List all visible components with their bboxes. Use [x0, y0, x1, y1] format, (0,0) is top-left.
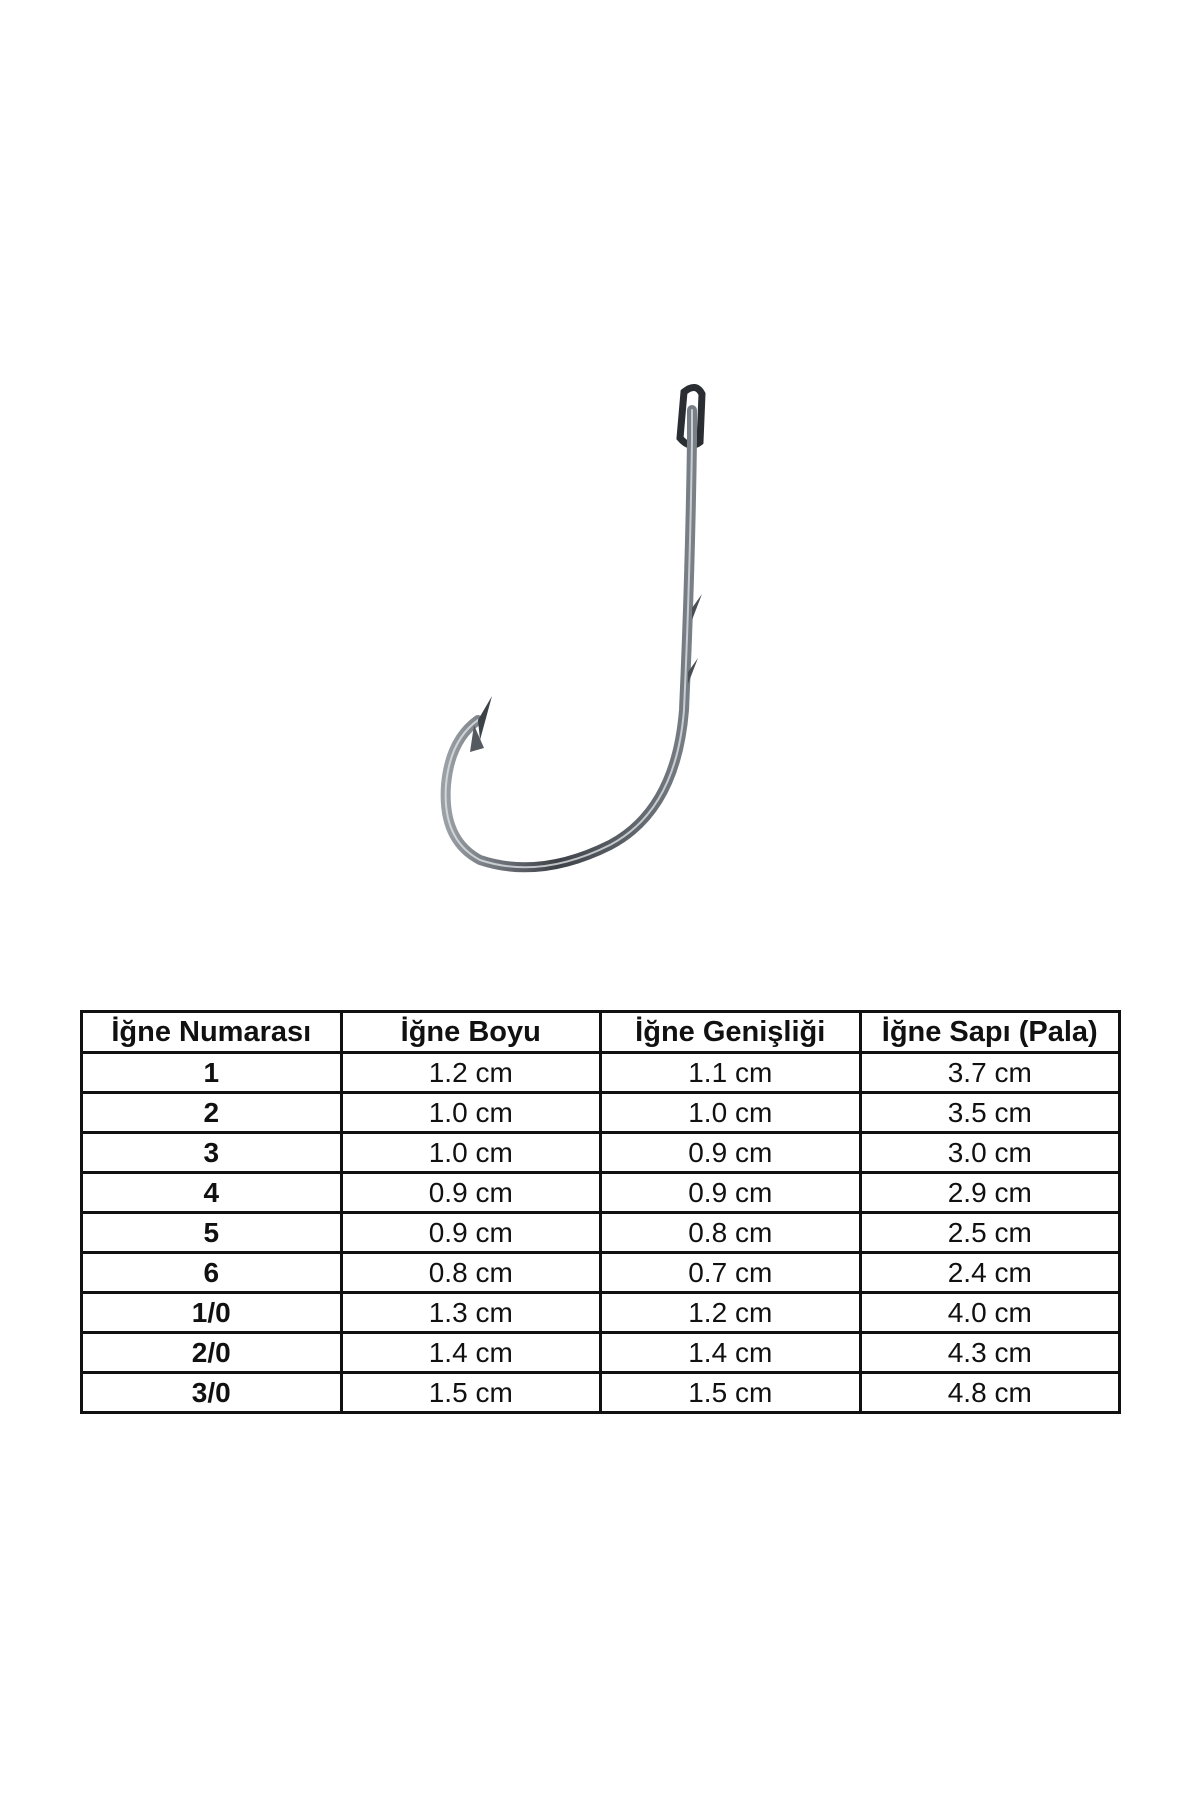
- cell-hook-width: 1.5 cm: [601, 1373, 861, 1413]
- cell-hook-width: 1.4 cm: [601, 1333, 861, 1373]
- cell-hook-length: 1.0 cm: [341, 1093, 601, 1133]
- header-hook-shank: İğne Sapı (Pala): [860, 1012, 1120, 1053]
- cell-hook-length: 0.9 cm: [341, 1173, 601, 1213]
- cell-hook-shank: 2.4 cm: [860, 1253, 1120, 1293]
- cell-hook-number: 5: [82, 1213, 342, 1253]
- cell-hook-number: 1/0: [82, 1293, 342, 1333]
- cell-hook-number: 2/0: [82, 1333, 342, 1373]
- cell-hook-number: 4: [82, 1173, 342, 1213]
- table-header-row: [82, 1012, 1120, 1053]
- cell-hook-number: 2: [82, 1093, 342, 1133]
- cell-hook-length: 0.8 cm: [341, 1253, 601, 1293]
- table-row: [82, 1093, 1120, 1133]
- cell-hook-shank: 4.0 cm: [860, 1293, 1120, 1333]
- cell-hook-length: 1.5 cm: [341, 1373, 601, 1413]
- cell-hook-shank: 3.5 cm: [860, 1093, 1120, 1133]
- cell-hook-shank: 3.0 cm: [860, 1133, 1120, 1173]
- cell-hook-shank: 3.7 cm: [860, 1053, 1120, 1093]
- cell-hook-length: 1.0 cm: [341, 1133, 601, 1173]
- header-hook-length: İğne Boyu: [341, 1012, 601, 1053]
- table-row: [82, 1213, 1120, 1253]
- table-row: [82, 1293, 1120, 1333]
- cell-hook-length: 1.2 cm: [341, 1053, 601, 1093]
- cell-hook-shank: 4.3 cm: [860, 1333, 1120, 1373]
- cell-hook-length: 1.4 cm: [341, 1333, 601, 1373]
- cell-hook-width: 1.2 cm: [601, 1293, 861, 1333]
- cell-hook-number: 1: [82, 1053, 342, 1093]
- cell-hook-shank: 4.8 cm: [860, 1373, 1120, 1413]
- cell-hook-width: 1.1 cm: [601, 1053, 861, 1093]
- cell-hook-number: 6: [82, 1253, 342, 1293]
- table-row: [82, 1053, 1120, 1093]
- table-row: [82, 1253, 1120, 1293]
- cell-hook-width: 0.8 cm: [601, 1213, 861, 1253]
- header-hook-width: İğne Genişliği: [601, 1012, 861, 1053]
- cell-hook-length: 1.3 cm: [341, 1293, 601, 1333]
- header-hook-number: İğne Numarası: [82, 1012, 342, 1053]
- table-row: [82, 1333, 1120, 1373]
- cell-hook-width: 0.9 cm: [601, 1133, 861, 1173]
- cell-hook-width: 0.9 cm: [601, 1173, 861, 1213]
- cell-hook-width: 1.0 cm: [601, 1093, 861, 1133]
- fishing-hook-icon: [440, 380, 730, 920]
- cell-hook-width: 0.7 cm: [601, 1253, 861, 1293]
- table-row: [82, 1373, 1120, 1413]
- cell-hook-shank: 2.5 cm: [860, 1213, 1120, 1253]
- table-row: [82, 1173, 1120, 1213]
- hook-size-table: [80, 1010, 1121, 1414]
- table-row: [82, 1133, 1120, 1173]
- cell-hook-number: 3/0: [82, 1373, 342, 1413]
- fishing-hook-image: [440, 380, 730, 920]
- cell-hook-shank: 2.9 cm: [860, 1173, 1120, 1213]
- cell-hook-number: 3: [82, 1133, 342, 1173]
- cell-hook-length: 0.9 cm: [341, 1213, 601, 1253]
